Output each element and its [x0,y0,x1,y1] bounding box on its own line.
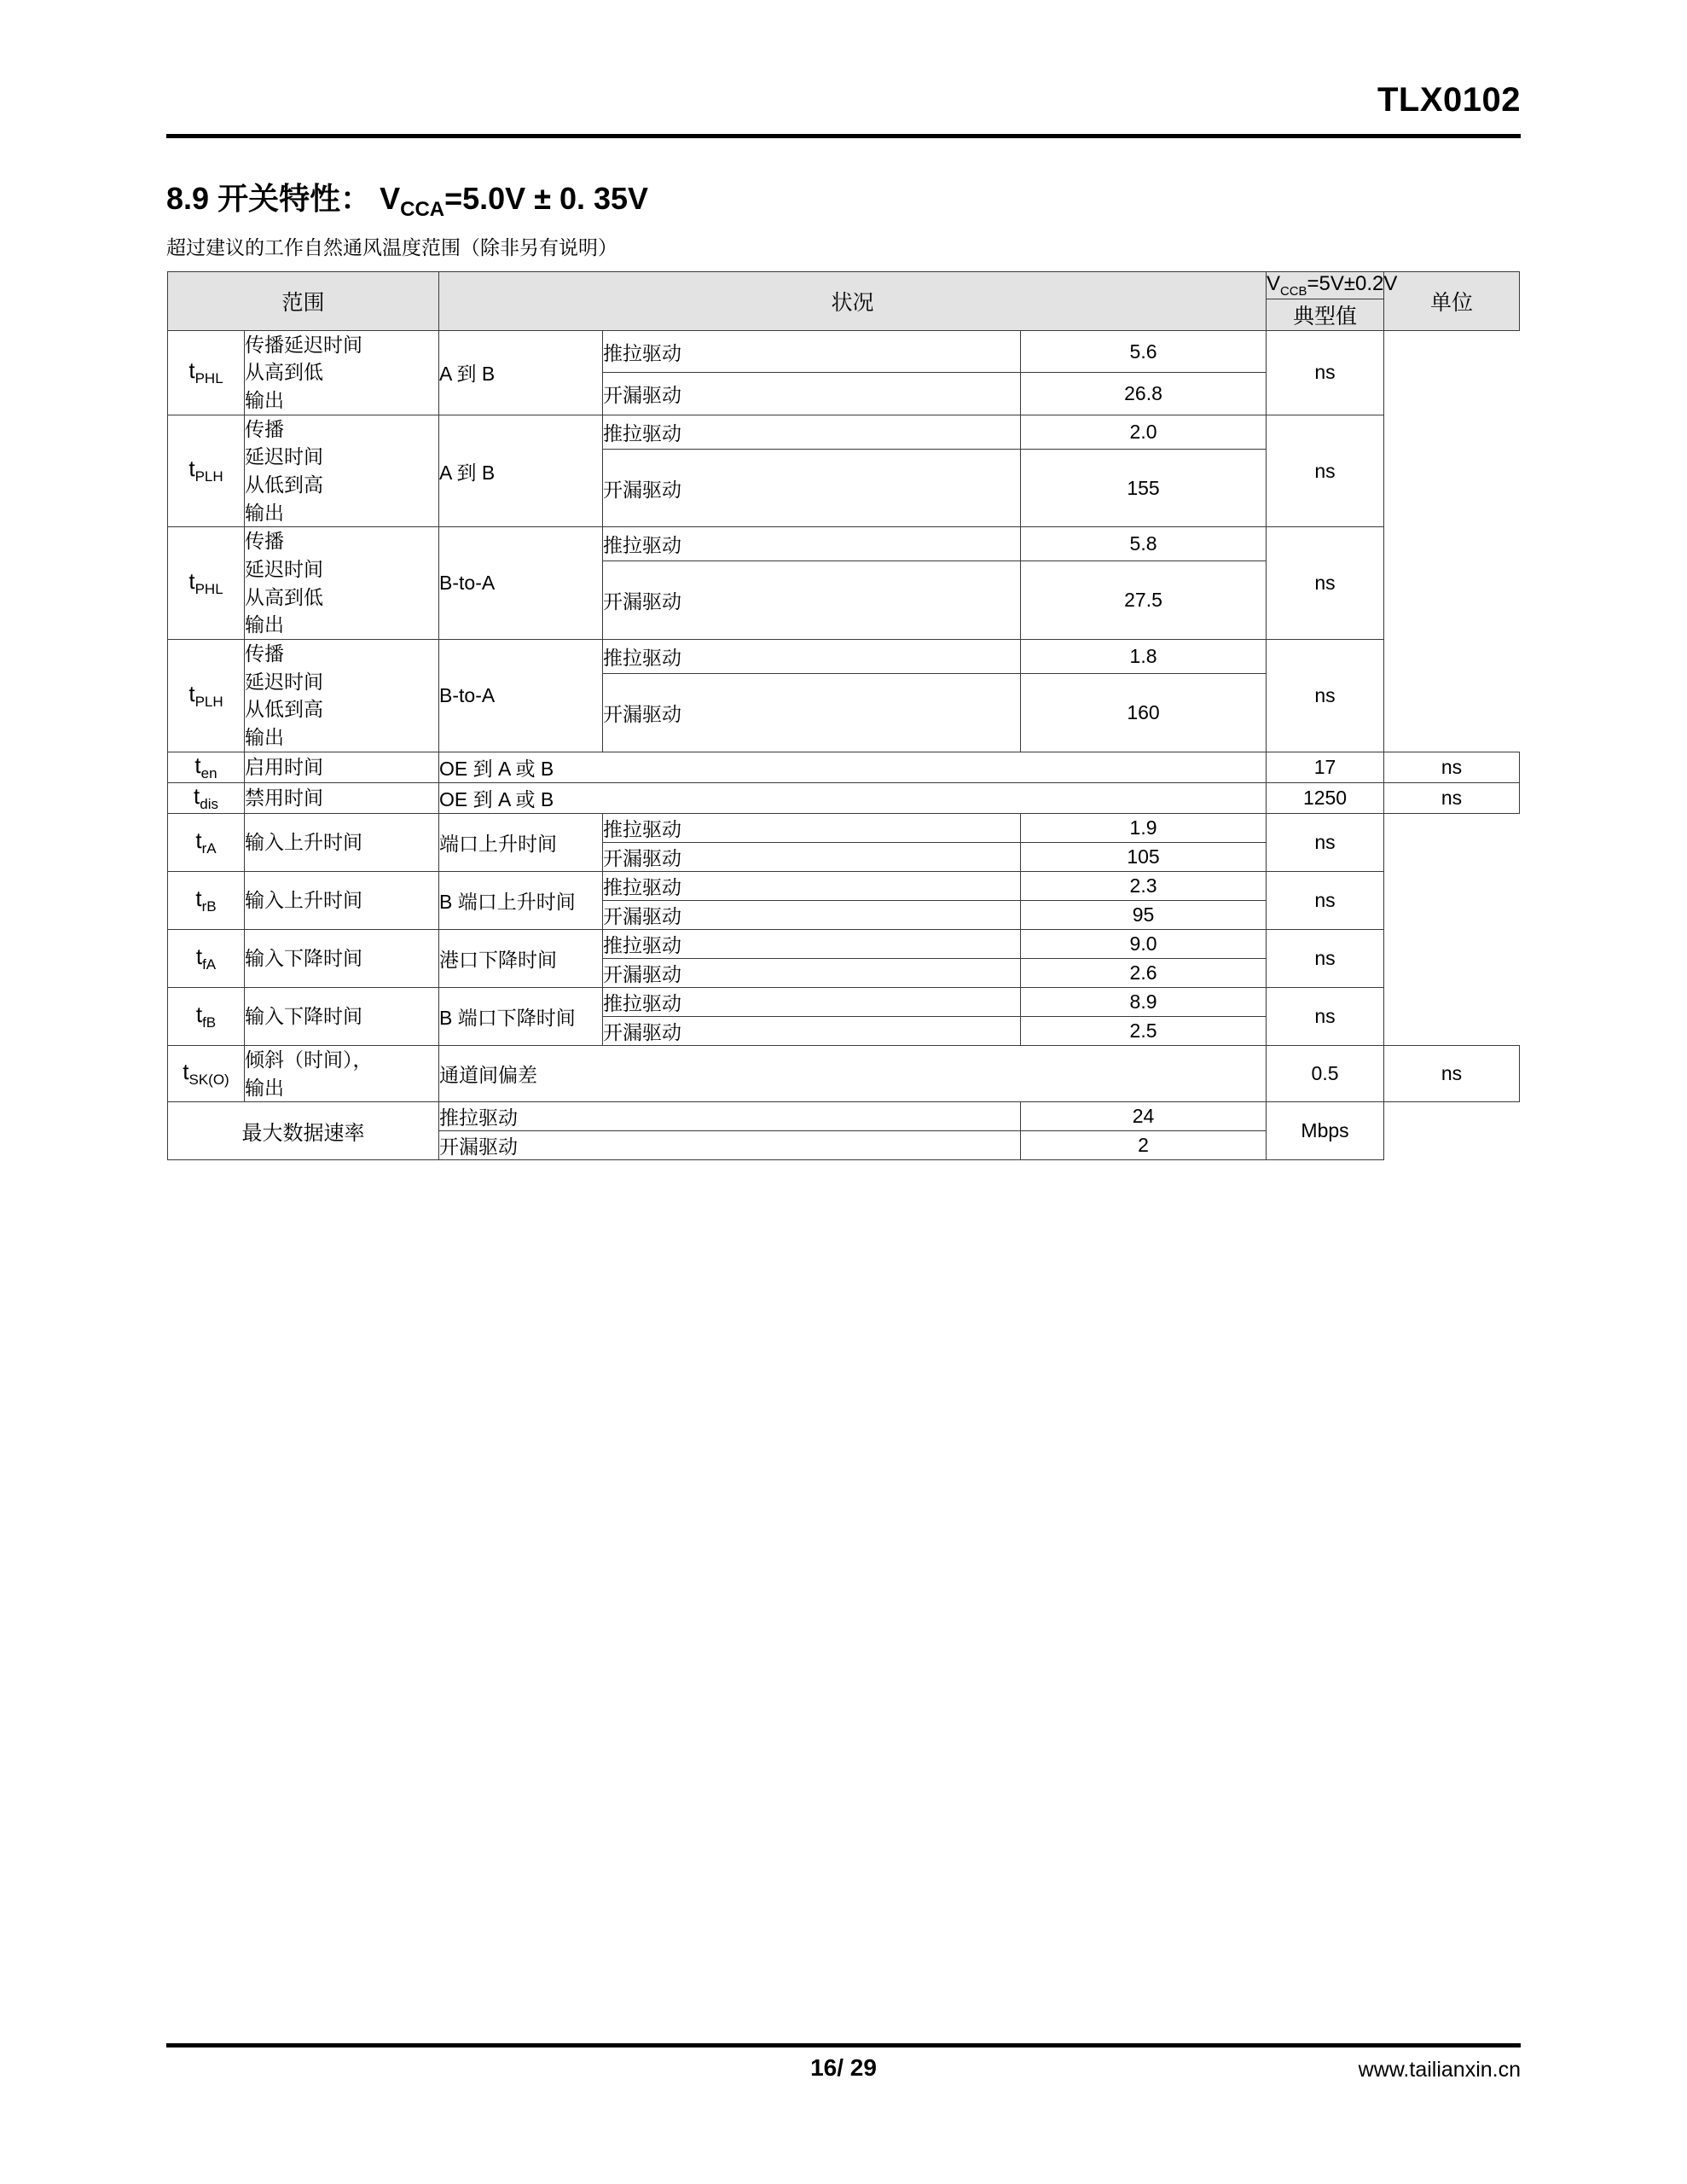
unit-cell: ns [1267,527,1384,640]
symbol-cell: $t_{dis}$ [168,782,245,813]
parameter-desc: 输入上升时间 [245,872,439,930]
typical-value: 9.0 [1021,930,1267,959]
header-condition: 状况 [439,272,1267,331]
drive-mode: 推拉驱动 [603,930,1021,959]
symbol-cell: $t_{fA}$ [168,930,245,988]
table-row [168,752,1520,782]
drive-mode: 开漏驱动 [603,673,1021,752]
typical-value: 105 [1021,843,1267,872]
section-number: 8.9 [166,181,210,216]
typical-value: 2.6 [1021,959,1267,988]
drive-mode: 推拉驱动 [603,640,1021,674]
table-row [168,415,1520,449]
drive-mode: 开漏驱动 [603,843,1021,872]
drive-mode: 开漏驱动 [603,373,1021,415]
condition-cell: B 端口下降时间 [439,988,603,1046]
switching-characteristics-table [167,271,1520,1160]
condition-cell: B-to-A [439,640,603,752]
unit-cell: ns [1384,752,1520,782]
page-number: 16/ 29 [810,2054,877,2081]
parameter-desc: 输入下降时间 [245,988,439,1046]
parameter-desc: 禁用时间 [245,782,439,813]
unit-cell: ns [1267,640,1384,752]
drive-mode: 推拉驱动 [603,872,1021,901]
spec-table-wrapper [167,271,1520,1160]
header-vccb [1267,272,1398,299]
drive-mode: 开漏驱动 [603,959,1021,988]
typical-value: 2.5 [1021,1017,1267,1046]
footer-divider [166,2043,1521,2048]
parameter-desc: 传播 延迟时间 从高到低 输出 [245,527,439,640]
unit-cell: ns [1384,782,1520,813]
condition-cell: OE 到 A 或 B [439,752,1267,782]
table-row [168,814,1520,843]
header-typical: 典型值 [1267,299,1384,330]
typical-value: 27.5 [1021,561,1267,640]
symbol-cell: $t_{fB}$ [168,988,245,1046]
unit-cell: Mbps [1267,1102,1384,1160]
typical-value: 24 [1021,1102,1267,1131]
drive-mode: 推拉驱动 [603,527,1021,561]
parameter-desc: 传播延迟时间 从高到低 输出 [245,330,439,415]
parameter-desc: 倾斜（时间）， 输出 [245,1046,439,1102]
typical-value: 95 [1021,901,1267,930]
table-row [168,527,1520,561]
typical-value: 26.8 [1021,373,1267,415]
typical-value: 17 [1267,752,1384,782]
typical-value: 0.5 [1267,1046,1384,1102]
typical-value: 1.8 [1021,640,1267,674]
parameter-desc: 传播 延迟时间 从低到高 输出 [245,415,439,527]
condition-cell: A 到 B [439,415,603,527]
symbol-cell: $t_{PLH}$ [168,415,245,527]
unit-cell: ns [1267,415,1384,527]
table-row [168,1102,1520,1131]
symbol-cell: $t_{rA}$ [168,814,245,872]
header-vccb-sub: CCB [1280,284,1307,299]
condition-cell: 通道间偏差 [439,1046,1267,1102]
parameter-desc: 输入上升时间 [245,814,439,872]
section-note: 超过建议的工作自然通风温度范围（除非另有说明） [166,236,617,258]
symbol-cell: $t_{en}$ [168,752,245,782]
typical-value: 8.9 [1021,988,1267,1017]
page-header [166,81,1521,141]
table-row [168,988,1520,1017]
condition-cell: 端口上升时间 [439,814,603,872]
drive-mode: 开漏驱动 [439,1131,1021,1160]
table-header-row-1 [168,272,1520,299]
unit-cell: ns [1267,872,1384,930]
header-vccb-post: =5V±0.2V [1307,272,1398,295]
drive-mode: 推拉驱动 [603,330,1021,372]
drive-mode: 开漏驱动 [603,449,1021,527]
drive-mode: 推拉驱动 [439,1102,1021,1131]
table-row [168,872,1520,901]
parameter-desc: 最大数据速率 [168,1102,439,1160]
unit-cell: ns [1267,988,1384,1046]
table-row [168,640,1520,674]
unit-cell: ns [1267,814,1384,872]
header-divider [166,134,1521,138]
condition-cell: 港口下降时间 [439,930,603,988]
drive-mode: 推拉驱动 [603,988,1021,1017]
drive-mode: 开漏驱动 [603,901,1021,930]
typical-value: 155 [1021,449,1267,527]
drive-mode: 推拉驱动 [603,415,1021,449]
section-title-post: =5.0V ± 0. 35V [444,181,649,216]
section-title-v: V [380,181,401,216]
section-title-pre: 开关特性： [217,181,372,216]
parameter-desc: 启用时间 [245,752,439,782]
condition-cell: B-to-A [439,527,603,640]
typical-value: 160 [1021,673,1267,752]
part-number-title: TLX0102 [1377,81,1521,119]
condition-cell: A 到 B [439,330,603,415]
section-title-subscript: CCA [400,198,445,222]
condition-cell: B 端口上升时间 [439,872,603,930]
table-row [168,330,1520,372]
typical-value: 1.9 [1021,814,1267,843]
typical-value: 2.0 [1021,415,1267,449]
header-range: 范围 [168,272,439,331]
table-row [168,782,1520,813]
drive-mode: 开漏驱动 [603,561,1021,640]
table-row [168,1046,1520,1102]
footer-website: www.tailianxin.cn [1358,2058,1521,2082]
symbol-cell: $t_{PLH}$ [168,640,245,752]
drive-mode: 推拉驱动 [603,814,1021,843]
table-row [168,930,1520,959]
typical-value: 5.6 [1021,330,1267,372]
symbol-cell: $t_{rB}$ [168,872,245,930]
unit-cell: ns [1267,930,1384,988]
symbol-cell: $t_{PHL}$ [168,527,245,640]
condition-cell: OE 到 A 或 B [439,782,1267,813]
drive-mode: 开漏驱动 [603,1017,1021,1046]
unit-cell: ns [1384,1046,1520,1102]
typical-value: 5.8 [1021,527,1267,561]
typical-value: 2.3 [1021,872,1267,901]
header-vccb-v: V [1267,272,1281,295]
parameter-desc: 传播 延迟时间 从低到高 输出 [245,640,439,752]
header-unit: 单位 [1384,272,1520,331]
symbol-cell: $t_{SK(O)}$ [168,1046,245,1102]
section-heading [166,175,648,222]
unit-cell: ns [1267,330,1384,415]
typical-value: 1250 [1267,782,1384,813]
parameter-desc: 输入下降时间 [245,930,439,988]
symbol-cell: $t_{PHL}$ [168,330,245,415]
typical-value: 2 [1021,1131,1267,1160]
